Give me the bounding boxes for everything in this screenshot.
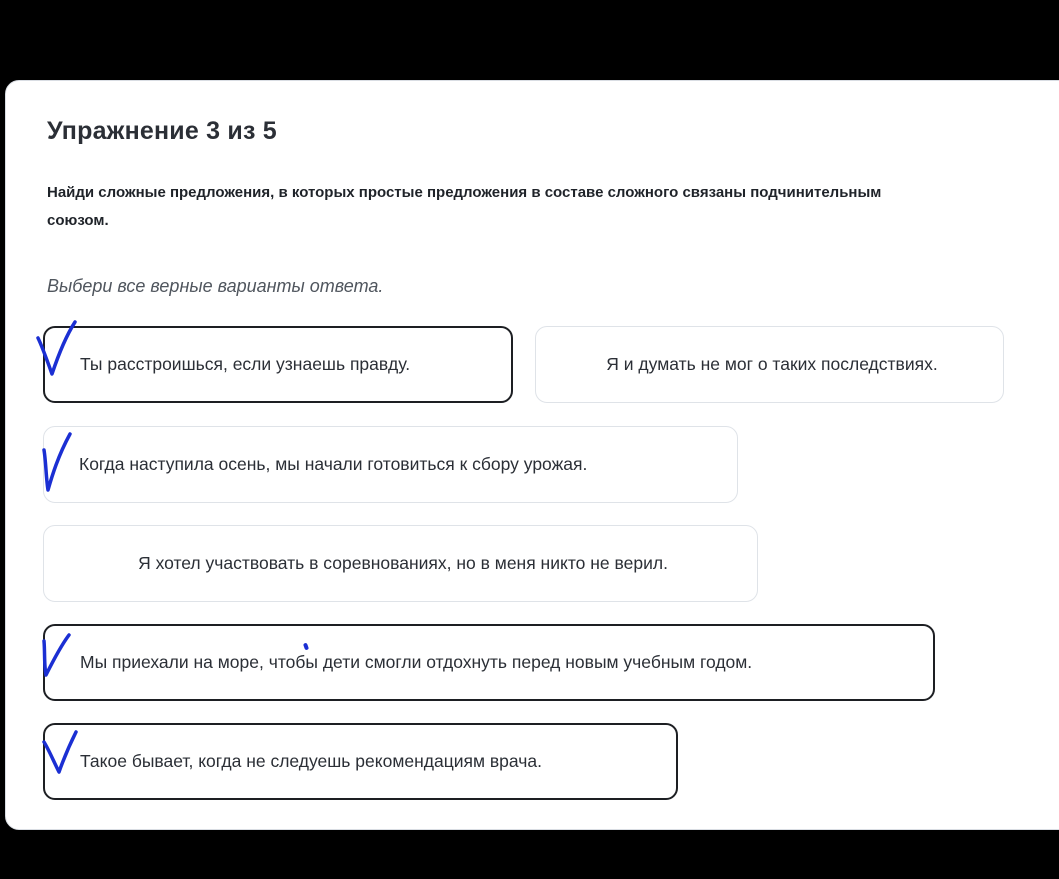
answer-option-2[interactable] xyxy=(535,326,1004,403)
exercise-hint: Выбери все верные варианты ответа. xyxy=(47,276,384,296)
check-mark-icon xyxy=(36,426,76,496)
answer-option-3[interactable] xyxy=(43,426,738,503)
exercise-card xyxy=(5,80,1059,830)
exercise-question: Найди сложные предложения, в которых простые предложения в составе сложного связаны подчинительным союзом. xyxy=(47,184,882,229)
answer-option-label: Мы приехали на море, чтобы дети смогли отдохнуть перед новым учебным годом. xyxy=(80,652,753,672)
exercise-title: Упражнение 3 из 5 xyxy=(47,117,277,145)
answer-option-label: Когда наступила осень, мы начали готовиться к сбору урожая. xyxy=(79,454,588,474)
check-mark-icon xyxy=(39,728,79,782)
check-mark-icon xyxy=(34,316,79,381)
check-mark-icon xyxy=(38,629,76,683)
answer-option-1[interactable] xyxy=(43,326,513,403)
answer-option-5[interactable] xyxy=(43,624,935,701)
answer-option-label: Ты расстроишься, если узнаешь правду. xyxy=(80,354,411,374)
answer-option-4[interactable] xyxy=(43,525,758,602)
answer-option-label: Такое бывает, когда не следуешь рекомендациям врача. xyxy=(80,751,542,771)
answer-option-6[interactable] xyxy=(43,723,678,800)
answer-option-label: Я хотел участвовать в соревнованиях, но в меня никто не верил. xyxy=(138,553,668,573)
answer-option-label: Я и думать не мог о таких последствиях. xyxy=(606,354,938,374)
